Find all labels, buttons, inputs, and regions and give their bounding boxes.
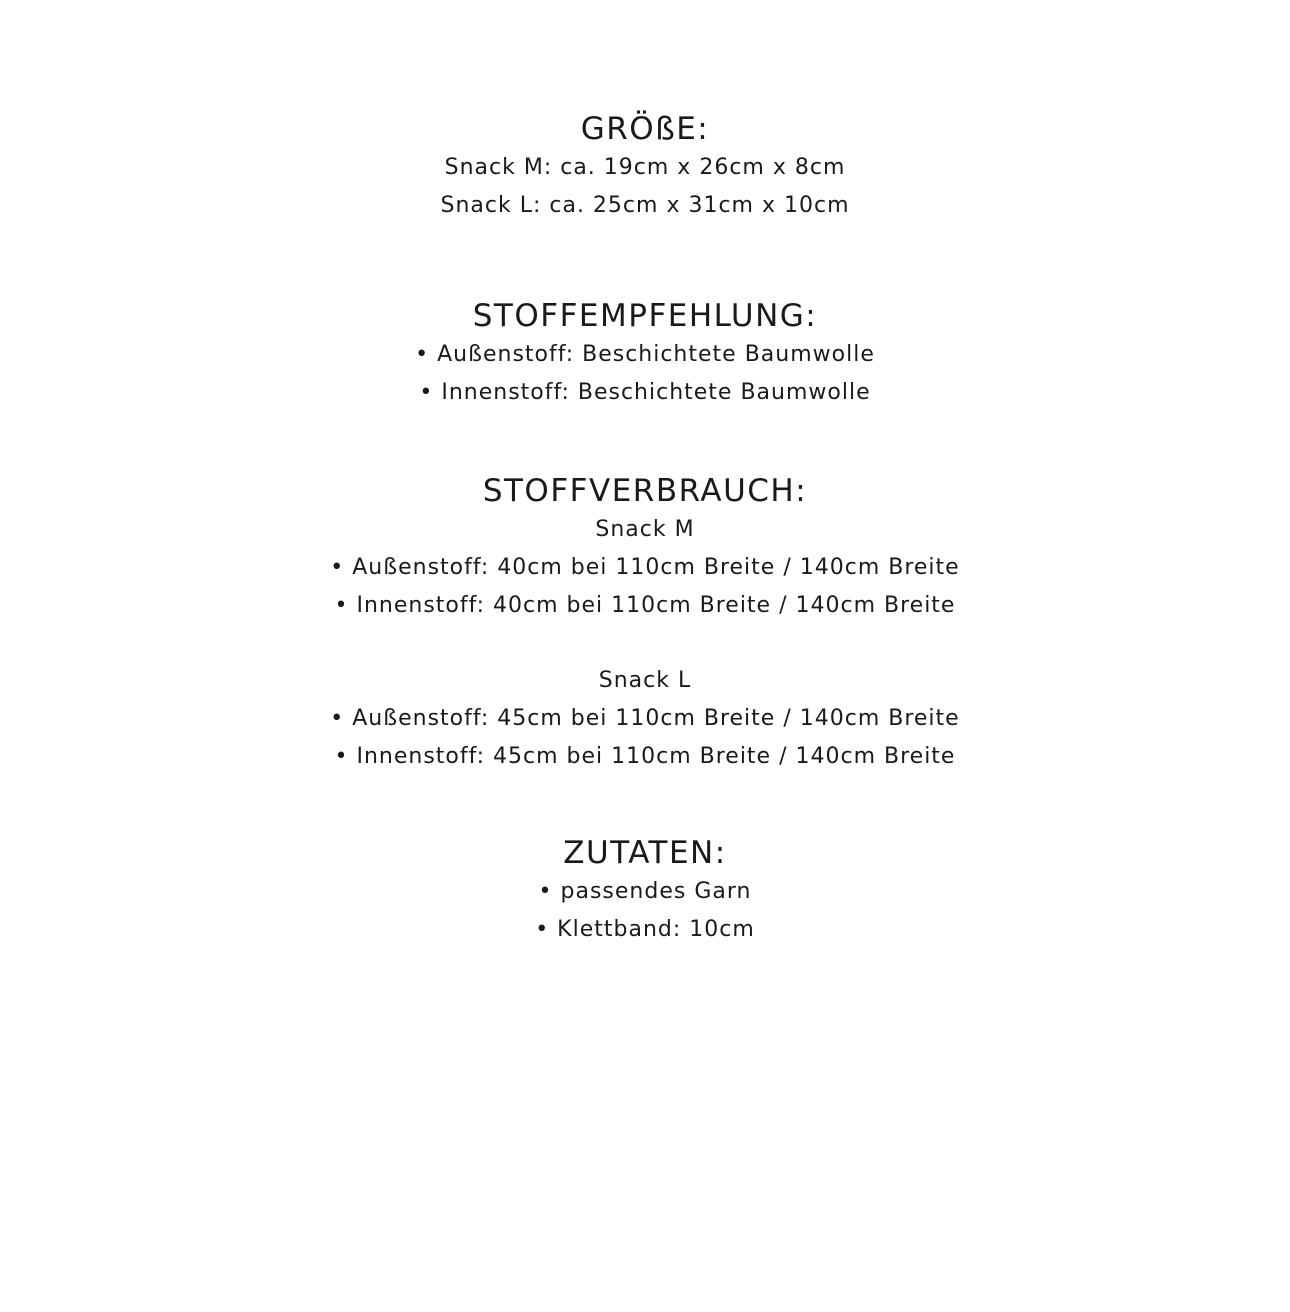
heading-stoffempfehlung: STOFFEMPFEHLUNG: [472, 298, 818, 334]
section-stoffempfehlung [0, 296, 1290, 412]
section-groesse [0, 109, 1290, 225]
list-item-klettband: • Klettband: 10cm [535, 917, 755, 942]
size-line-snack-l: Snack L: ca. 25cm x 31cm x 10cm [440, 193, 850, 218]
list-item-innenstoff: • Innenstoff: Beschichtete Baumwolle [419, 380, 871, 405]
list-item-snack-m-aussenstoff: • Außenstoff: 40cm bei 110cm Breite / 140cm Breite [330, 555, 960, 580]
heading-zutaten: ZUTATEN: [563, 835, 727, 871]
size-line-snack-m: Snack M: ca. 19cm x 26cm x 8cm [444, 155, 846, 180]
list-item-snack-m-innenstoff: • Innenstoff: 40cm bei 110cm Breite / 140cm Breite [334, 593, 956, 618]
list-item-snack-l-innenstoff: • Innenstoff: 45cm bei 110cm Breite / 140cm Breite [334, 744, 956, 769]
list-item-aussenstoff: • Außenstoff: Beschichtete Baumwolle [415, 342, 875, 367]
heading-groesse: GRÖßE: [580, 111, 710, 147]
subheading-snack-m: Snack M [595, 517, 695, 542]
list-item-snack-l-aussenstoff: • Außenstoff: 45cm bei 110cm Breite / 140cm Breite [330, 706, 960, 731]
heading-stoffverbrauch: STOFFVERBRAUCH: [482, 473, 808, 509]
spacer [0, 625, 1290, 662]
list-item-garn: • passendes Garn [538, 879, 752, 904]
subheading-snack-l: Snack L [598, 668, 692, 693]
section-stoffverbrauch [0, 471, 1290, 776]
section-zutaten [0, 833, 1290, 949]
